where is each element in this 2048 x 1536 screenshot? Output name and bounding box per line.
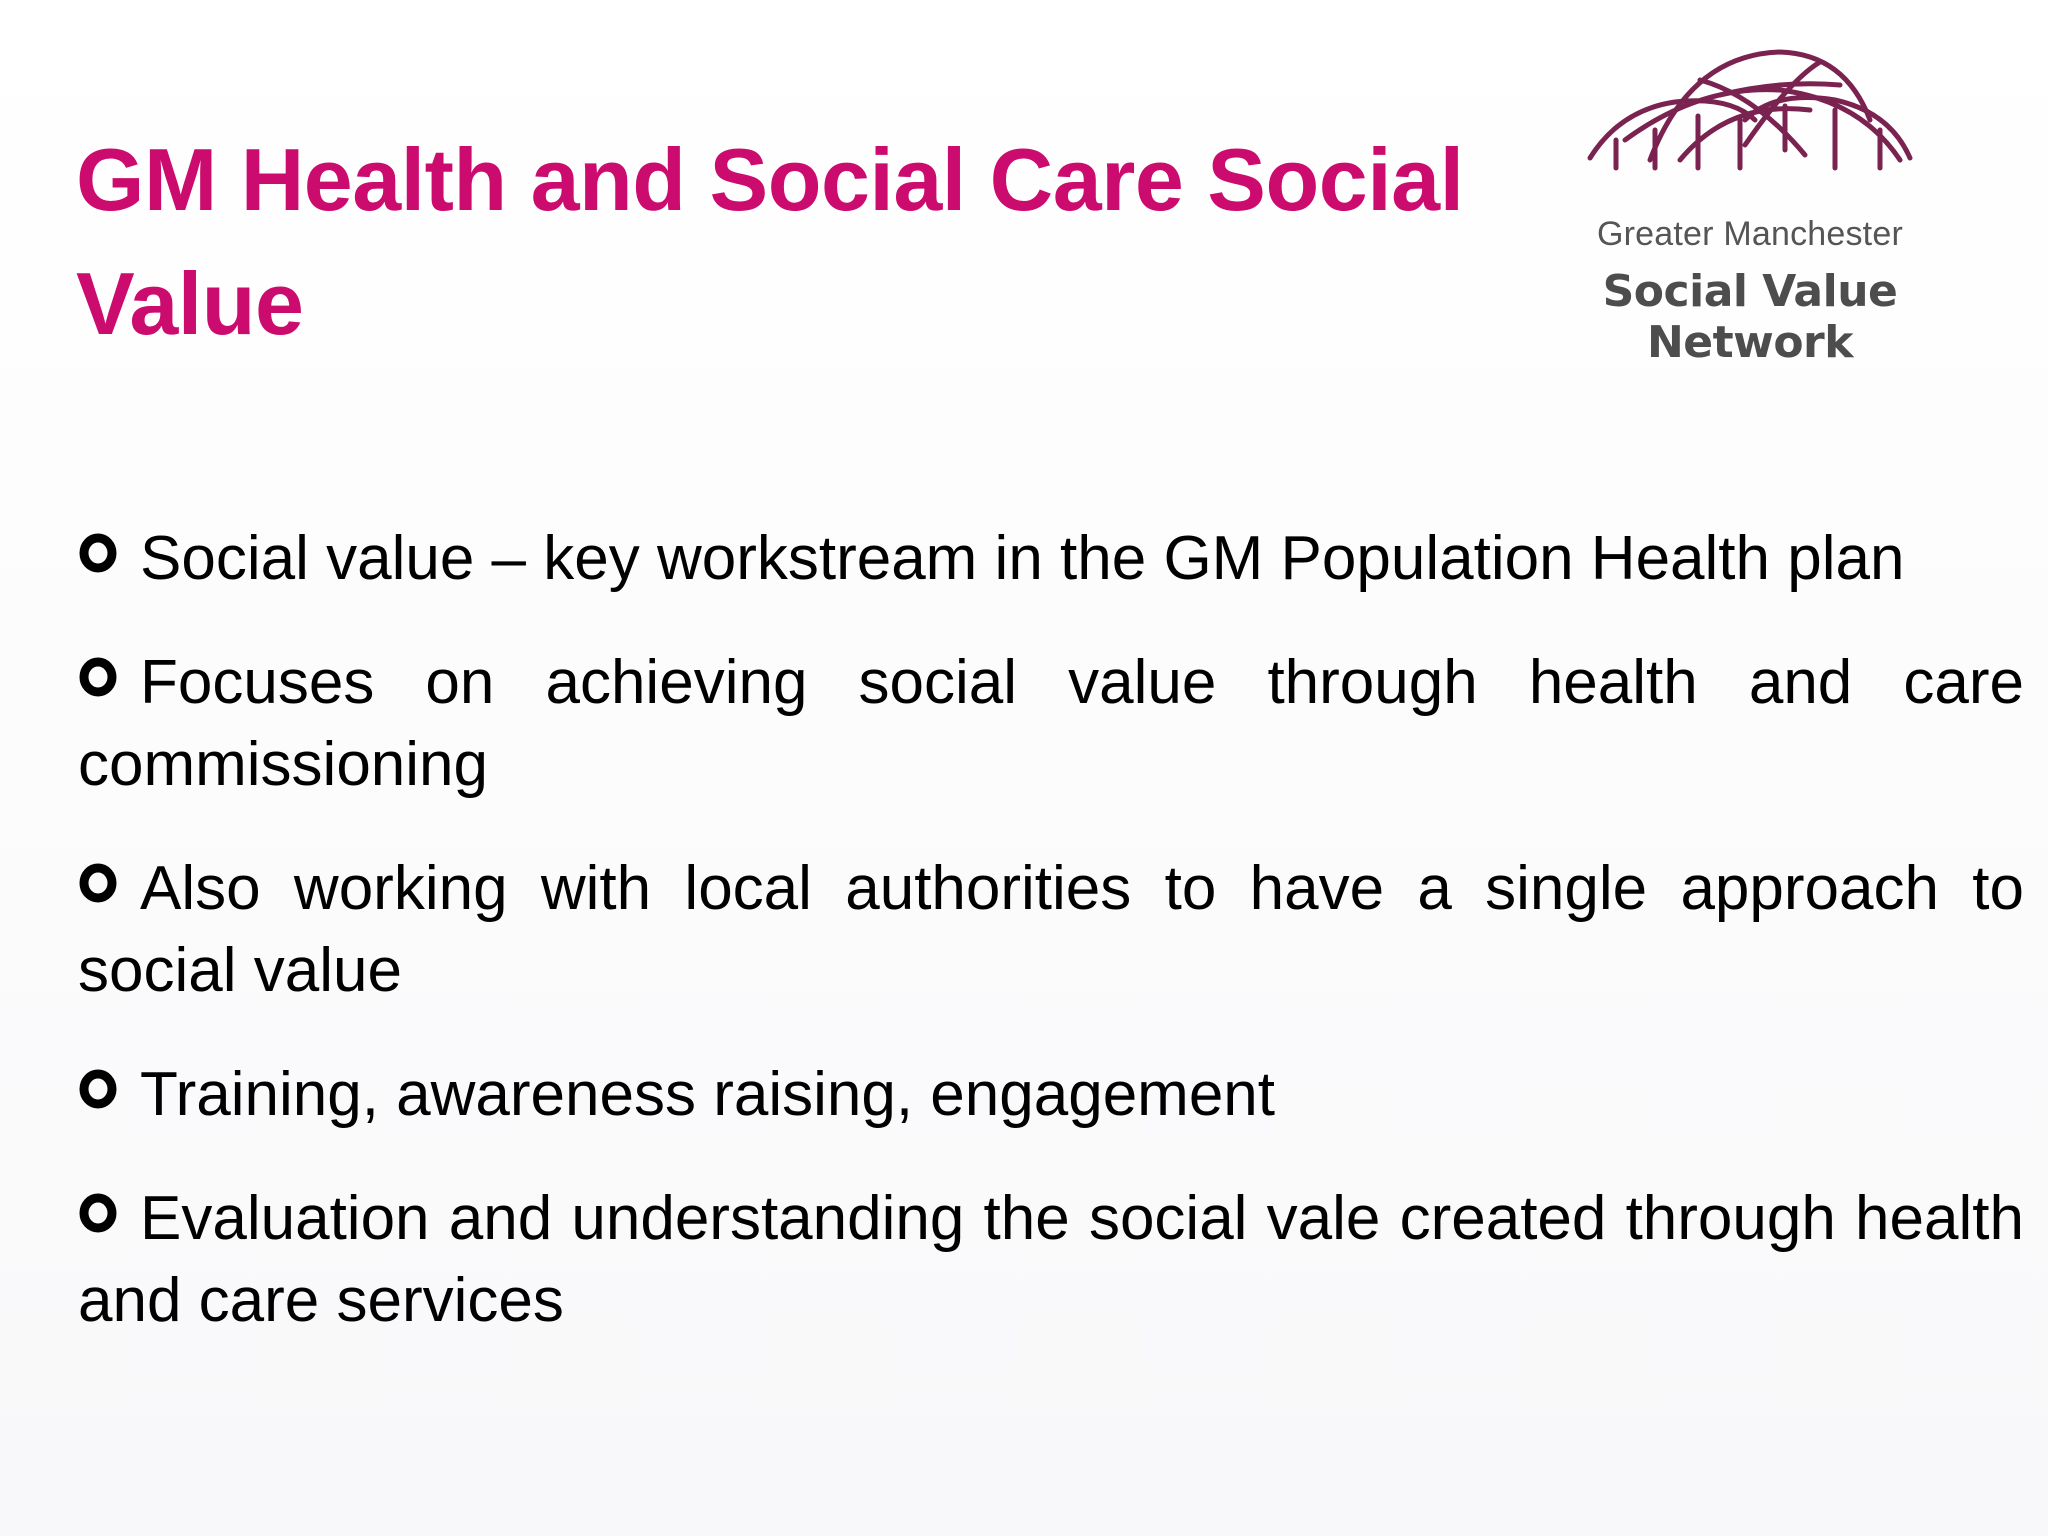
bullet-text: Social value – key workstream in the GM Population Health plan — [140, 524, 1905, 593]
circle-bullet-icon — [78, 863, 118, 903]
bullet-item — [78, 1178, 2024, 1342]
logo-text-social-value-network: Social Value Network — [1602, 266, 1898, 368]
bullet-text: Training, awareness raising, engagement — [140, 1060, 1276, 1129]
gm-social-value-network-logo — [1500, 40, 2020, 368]
logo-text-greater-manchester: Greater Manchester — [1597, 215, 1903, 253]
circle-bullet-icon — [78, 657, 118, 697]
bullet-text: Evaluation and understanding the social vale created through health and care services — [78, 1184, 2024, 1335]
bullet-text: Also working with local authorities to have a single approach to social value — [78, 854, 2024, 1005]
bullet-text: Focuses on achieving social value through health and care commissioning — [78, 648, 2024, 799]
bullet-list — [78, 518, 2024, 1384]
circle-bullet-icon — [78, 1193, 118, 1233]
circle-bullet-icon — [78, 1069, 118, 1109]
circle-bullet-icon — [78, 533, 118, 573]
bullet-item — [78, 848, 2024, 1012]
slide-title: GM Health and Social Care Social Value — [76, 130, 1464, 353]
bullet-item — [78, 642, 2024, 806]
bullet-item — [78, 1054, 2024, 1136]
bullet-item — [78, 518, 2024, 600]
arched-network-logo-icon — [1580, 40, 1920, 190]
